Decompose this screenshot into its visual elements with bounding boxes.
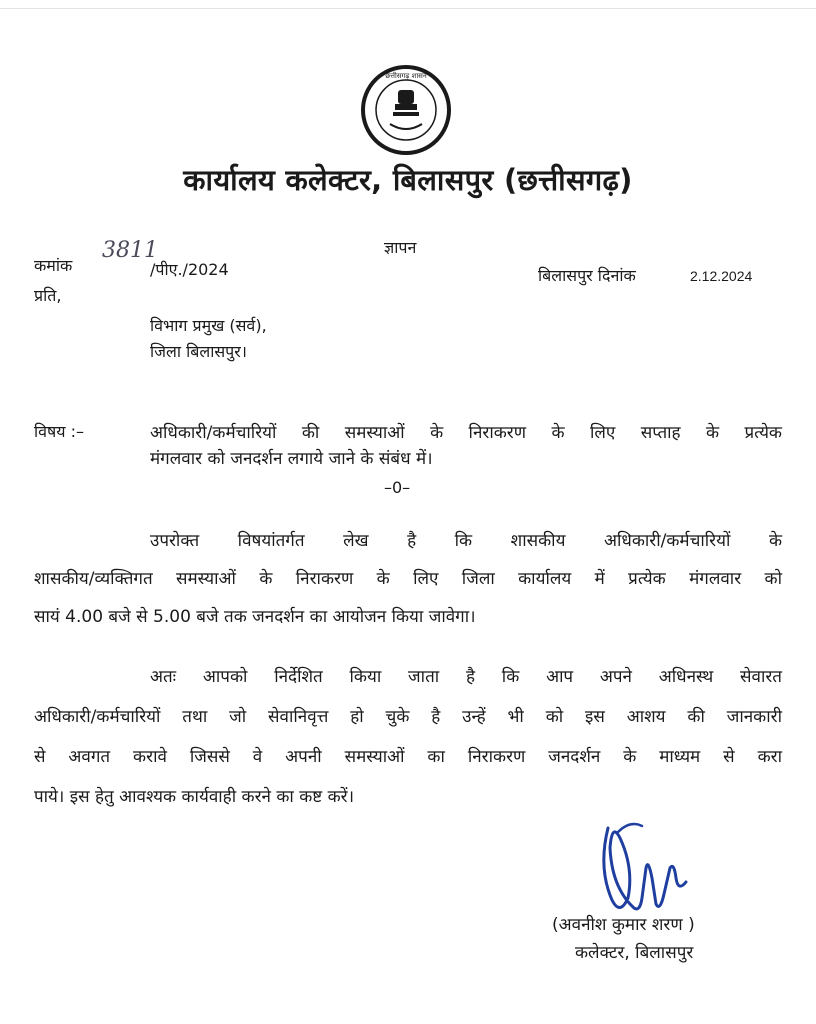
para2-line-2: अधिकारी/कर्मचारियों तथा जो सेवानिवृत्त हो चुके है उन्हें भी को इस आशय की जानकारी (34, 707, 782, 727)
para2-line-1: अतः आपको निर्देशित किया जाता है कि आप अपने अधिनस्थ सेवारत (150, 667, 782, 687)
addressee-line-2: जिला बिलासपुर। (150, 342, 247, 361)
para2-line-3: से अवगत करावे जिससे वे अपनी समस्याओं का निराकरण जनदर्शन के माध्यम से करा (34, 747, 782, 767)
memo-number-label: कमांक (34, 256, 73, 275)
para2-line-4: पाये। इस हेतु आवश्यक कार्यवाही करने का कष्ट करें। (34, 787, 355, 807)
svg-text:छत्तीसगढ़ शासन: छत्तीसगढ़ शासन (385, 72, 427, 80)
emblem-seal-icon (360, 64, 452, 156)
memo-number-suffix: /पीए./2024 (150, 260, 229, 279)
subject-separator: –0– (384, 478, 411, 497)
subject-label: विषय :– (34, 422, 85, 441)
para1-line-1: उपरोक्त विषयांतर्गत लेख है कि शासकीय अधिकारी/कर्मचारियों के (150, 531, 782, 551)
subject-line-1: अधिकारी/कर्मचारियों की समस्याओं के निराकरण के लिए सप्ताह के प्रत्येक (150, 423, 782, 443)
memo-date-label: बिलासपुर दिनांक (538, 266, 636, 285)
memo-type: ज्ञापन (384, 238, 417, 257)
addressee-line-1: विभाग प्रमुख (सर्व), (150, 316, 267, 335)
signature-icon (590, 808, 700, 928)
memo-date-value: 2.12.2024 (690, 268, 753, 284)
top-divider (0, 8, 816, 9)
memo-number-handwritten: 3811 (102, 238, 158, 263)
signatory-name: (अवनीश कुमार शरण ) (552, 915, 695, 935)
office-title: कार्यालय कलेक्टर, बिलासपुर (छत्तीसगढ़) (183, 163, 633, 197)
to-label: प्रति, (34, 286, 62, 305)
para1-line-3: सायं 4.00 बजे से 5.00 बजे तक जनदर्शन का आयोजन किया जावेगा। (34, 607, 476, 627)
signatory-designation: कलेक्टर, बिलासपुर (575, 943, 694, 963)
para1-line-2: शासकीय/व्यक्तिगत समस्याओं के निराकरण के लिए जिला कार्यालय में प्रत्येक मंगलवार को (34, 569, 782, 589)
subject-line-2: मंगलवार को जनदर्शन लगाये जाने के संबंध में। (150, 449, 433, 469)
